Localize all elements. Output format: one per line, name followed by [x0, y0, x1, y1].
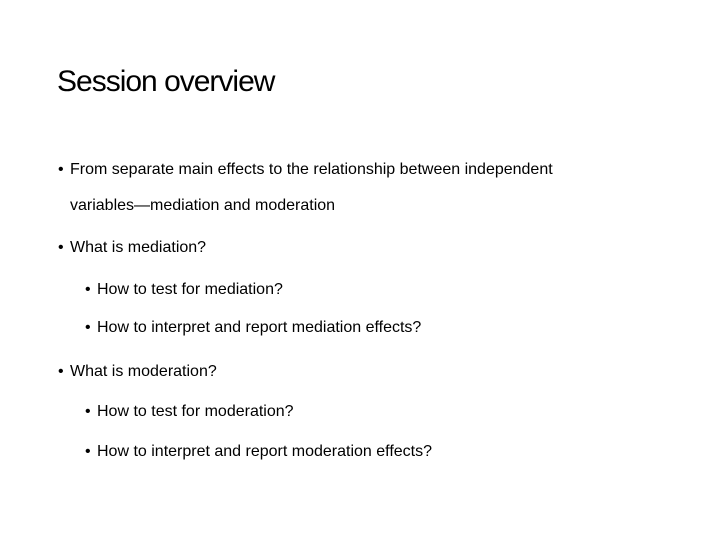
bullet-item-interpret-moderation — [85, 442, 432, 462]
bullet-item-continuation: variables—mediation and moderation — [70, 197, 336, 214]
bullet-item-test-mediation — [85, 280, 283, 300]
bullet-icon: • — [58, 363, 64, 380]
bullet-icon: • — [85, 281, 91, 298]
bullet-text: How to interpret and report mediation effects? — [97, 319, 422, 336]
bullet-icon: • — [58, 239, 64, 256]
bullet-icon: • — [85, 319, 91, 336]
bullet-item-what-is-moderation — [58, 362, 217, 382]
bullet-item-interpret-mediation — [85, 318, 421, 338]
bullet-icon: • — [58, 161, 64, 178]
bullet-text: How to interpret and report moderation effects? — [97, 443, 432, 460]
bullet-text: How to test for mediation? — [97, 281, 283, 298]
bullet-text: What is mediation? — [70, 239, 207, 256]
slide-title: Session overview — [57, 65, 275, 98]
bullet-icon: • — [85, 443, 91, 460]
bullet-text: From separate main effects to the relationship between independent — [70, 161, 553, 178]
bullet-icon: • — [85, 403, 91, 420]
bullet-text: How to test for moderation? — [97, 403, 294, 420]
bullet-item-separate-effects — [58, 160, 553, 180]
bullet-text: What is moderation? — [70, 363, 217, 380]
bullet-item-test-moderation — [85, 402, 294, 422]
bullet-item-what-is-mediation — [58, 238, 206, 258]
